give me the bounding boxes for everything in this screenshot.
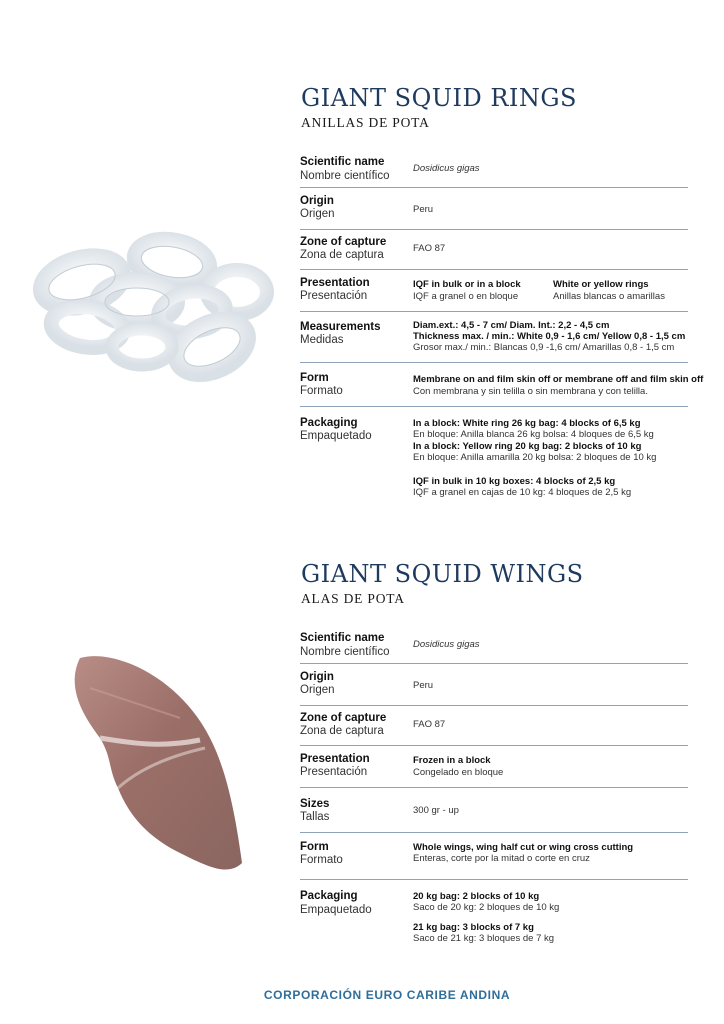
row-separator [300,269,688,270]
value-presentation-es: Congelado en bloque [413,767,504,778]
value-grosor: Grosor max./ min.: Blancas 0,9 -1,6 cm/ Amarillas 0,8 - 1,5 cm [413,342,675,353]
label-en: Measurements [300,321,381,333]
row-separator [300,787,688,788]
value-packaging-line: In a block: Yellow ring 20 kg bag: 2 blocks of 10 kg [413,441,642,452]
label-en: Sizes [300,798,330,810]
value-packaging-line: En bloque: Anilla amarilla 20 kg bolsa: 2 bloques de 10 kg [413,452,657,463]
label-es: Zona de captura [300,249,384,261]
row-separator [300,229,688,230]
value-packaging-line: 20 kg bag: 2 blocks of 10 kg [413,891,540,902]
row-separator [300,745,688,746]
label-en: Presentation [300,753,370,765]
value-rings-color-en: White or yellow rings [553,279,649,290]
value-packaging-line: IQF in bulk in 10 kg boxes: 4 blocks of 2,5 kg [413,476,616,487]
value-form-es: Con membrana y sin telilla o sin membrana y con telilla. [413,386,648,397]
value-thickness: Thickness max. / min.: White 0,9 - 1,6 cm/ Yellow 0,8 - 1,5 cm [413,331,686,342]
value-origin: Peru [413,680,434,691]
label-es: Presentación [300,290,368,302]
value-sizes: 300 gr - up [413,805,459,816]
row-separator [300,311,688,312]
label-en: Packaging [300,417,358,429]
label-en: Form [300,372,329,384]
value-packaging-line: En bloque: Anilla blanca 26 kg bolsa: 4 bloques de 6,5 kg [413,429,654,440]
squid-wing-photo [60,648,250,878]
label-en: Origin [300,671,334,683]
label-en: Origin [300,195,334,207]
product-title: GIANT SQUID RINGS [301,84,577,112]
product-subtitle: ANILLAS DE POTA [301,115,430,130]
value-packaging-line: In a block: White ring 26 kg bag: 4 blocks of 6,5 kg [413,418,641,429]
label-en: Zone of capture [300,712,387,724]
value-scientific: Dosidicus gigas [413,639,480,650]
label-es: Tallas [300,811,330,823]
label-es: Empaquetado [300,904,372,916]
value-diameter: Diam.ext.: 4,5 - 7 cm/ Diam. Int.: 2,2 - 4,5 cm [413,320,610,331]
label-en: Zone of capture [300,236,387,248]
product-subtitle: ALAS DE POTA [301,591,405,606]
value-zone: FAO 87 [413,719,446,730]
value-presentation-en: IQF in bulk or in a block [413,279,521,290]
row-separator [300,663,688,664]
row-separator [300,705,688,706]
value-scientific: Dosidicus gigas [413,163,480,174]
value-packaging-line: Saco de 20 kg: 2 bloques de 10 kg [413,902,560,913]
value-form-en: Membrane on and film skin off or membrane off and film skin off [413,374,704,385]
label-es: Presentación [300,766,368,778]
row-separator [300,406,688,407]
label-es: Zona de captura [300,725,384,737]
squid-rings-photo [22,222,280,382]
label-es: Formato [300,385,343,397]
value-packaging-line: Saco de 21 kg: 3 bloques de 7 kg [413,933,555,944]
label-en: Presentation [300,277,370,289]
value-packaging-line: IQF a granel en cajas de 10 kg: 4 bloques de 2,5 kg [413,487,632,498]
label-es: Origen [300,208,335,220]
value-form-es: Enteras, corte por la mitad o corte en cruz [413,853,590,864]
product-title: GIANT SQUID WINGS [301,560,584,588]
value-rings-color-es: Anillas blancas o amarillas [553,291,665,302]
label-es: Medidas [300,334,344,346]
value-origin: Peru [413,204,434,215]
value-packaging-line: 21 kg bag: 3 blocks of 7 kg [413,922,534,933]
label-es: Nombre científico [300,646,390,658]
label-en: Form [300,841,329,853]
row-separator [300,187,688,188]
label-es: Origen [300,684,335,696]
value-form-en: Whole wings, wing half cut or wing cross cutting [413,842,634,853]
label-es: Nombre científico [300,170,390,182]
label-es: Empaquetado [300,430,372,442]
row-separator [300,362,688,363]
label-en: Packaging [300,890,358,902]
label-en: Scientific name [300,632,385,644]
value-presentation-en: Frozen in a block [413,755,491,766]
value-presentation-es: IQF a granel o en bloque [413,291,519,302]
label-en: Scientific name [300,156,385,168]
value-zone: FAO 87 [413,243,446,254]
label-es: Formato [300,854,343,866]
row-separator [300,879,688,880]
row-separator [300,832,688,833]
footer-company-name: CORPORACIÓN EURO CARIBE ANDINA [263,988,511,1002]
